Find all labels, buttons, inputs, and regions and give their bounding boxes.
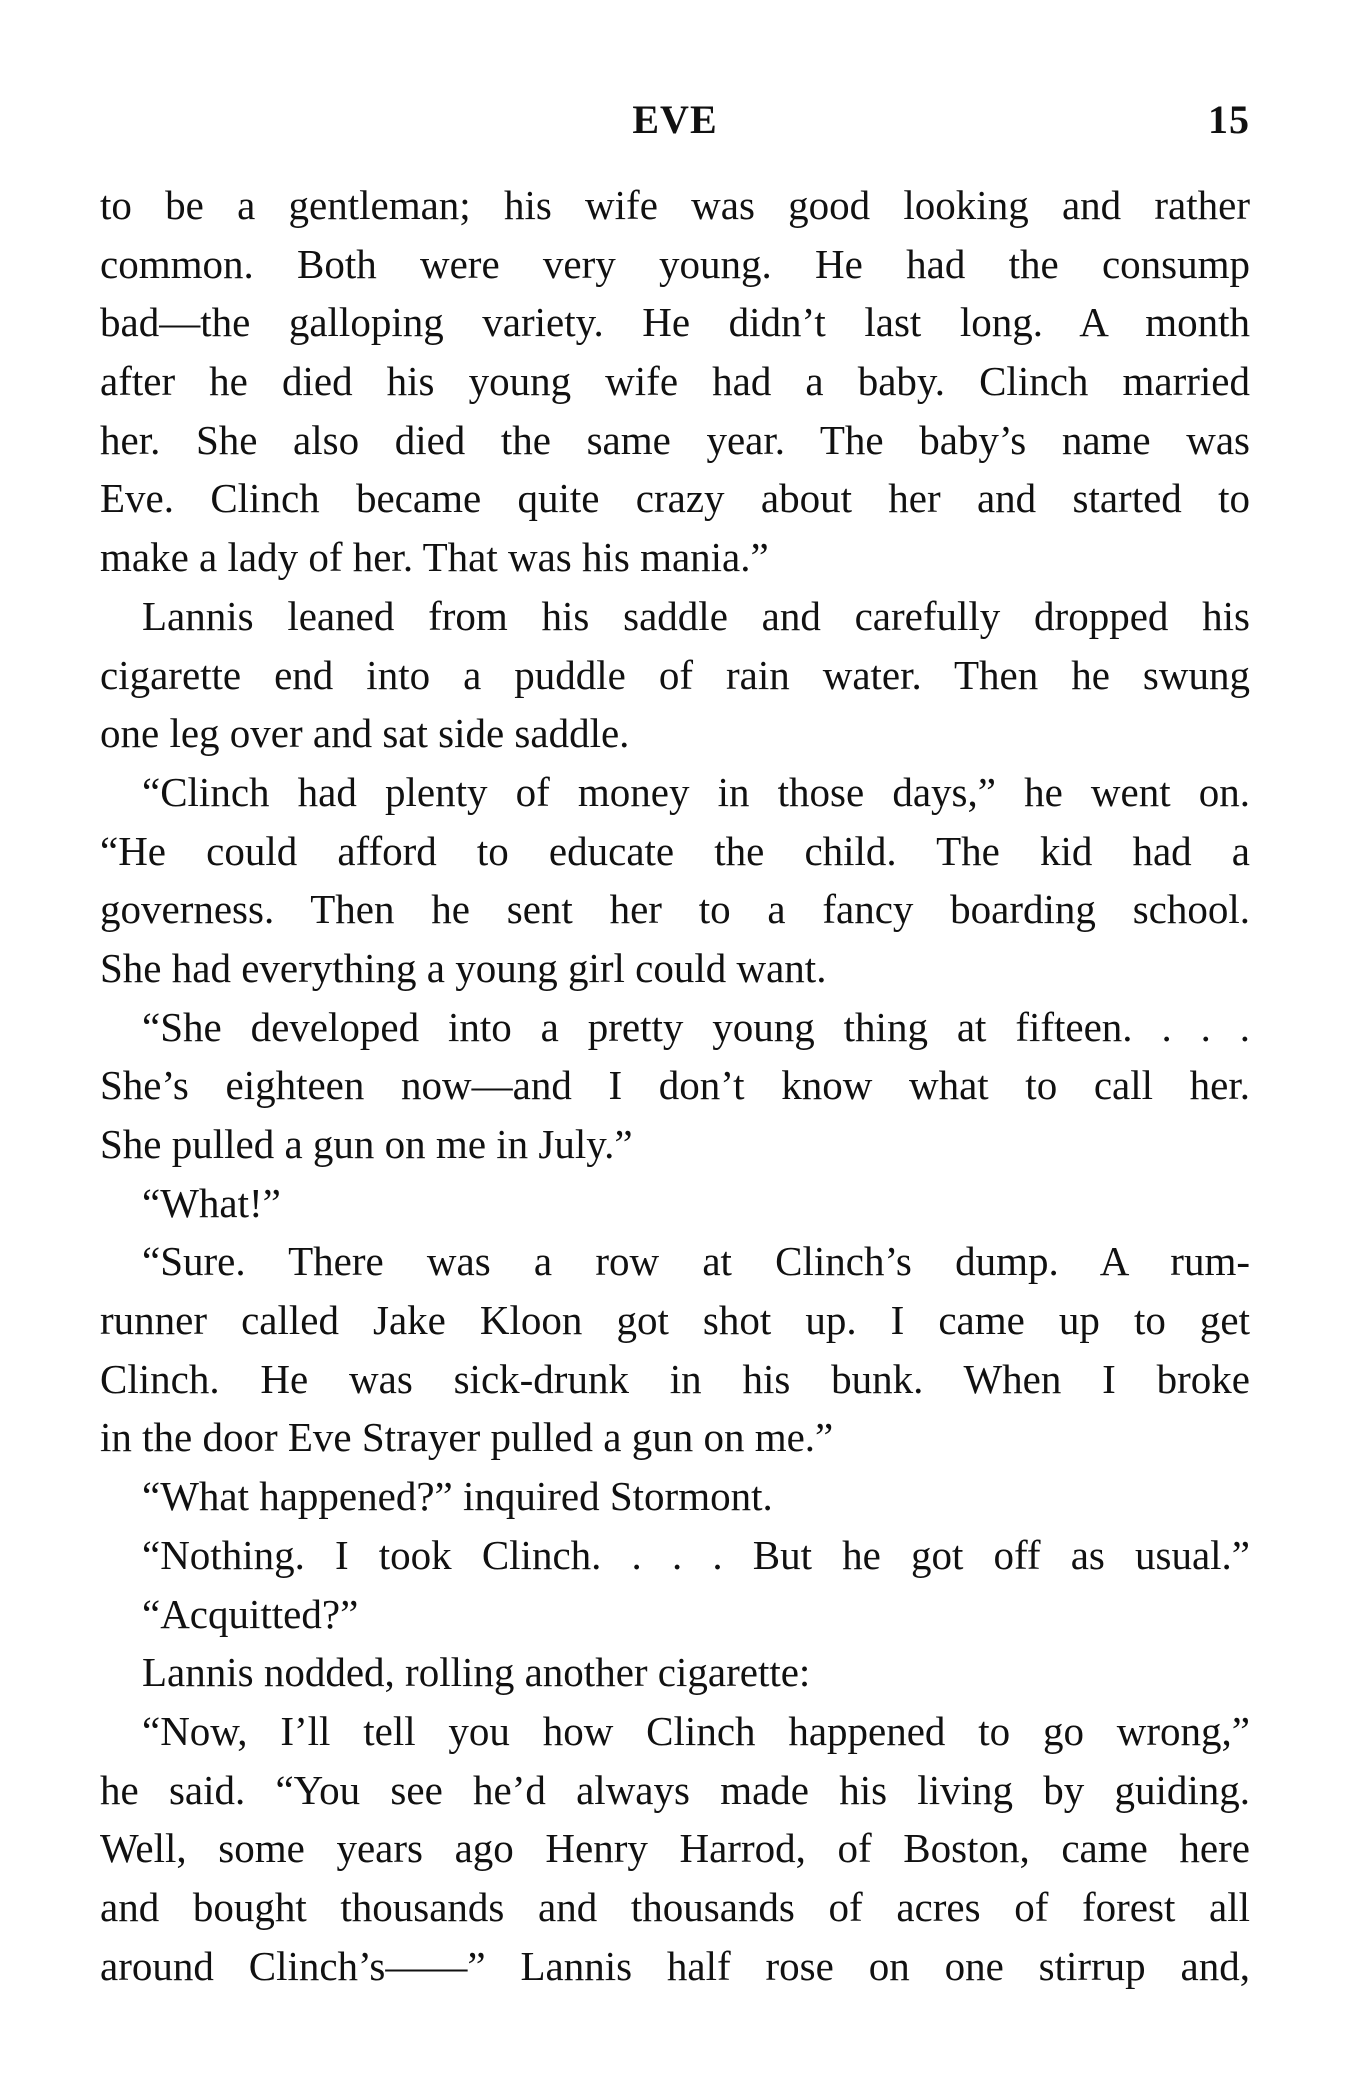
- text-line: her. She also died the same year. The baby’s name was: [100, 416, 1250, 463]
- running-head: [100, 96, 1250, 146]
- text-line: She had everything a young girl could want.: [100, 944, 827, 991]
- text-line: to be a gentleman; his wife was good looking and rather: [100, 182, 1250, 228]
- text-line: “What!”: [142, 1179, 281, 1226]
- text-line: he said. “You see he’d always made his living by guiding.: [100, 1766, 1250, 1813]
- text-line: “Clinch had plenty of money in those days,” he went on.: [142, 768, 1250, 815]
- text-line: Clinch. He was sick-drunk in his bunk. When I broke: [100, 1355, 1250, 1402]
- text-line: “Nothing. I took Clinch. . . . But he got off as usual.”: [142, 1531, 1250, 1578]
- text-line: governess. Then he sent her to a fancy boarding school.: [100, 886, 1250, 933]
- body-text: [100, 176, 1250, 1995]
- text-line: around Clinch’s——” Lannis half rose on one stirrup and,: [100, 1942, 1250, 1989]
- text-line: “What happened?” inquired Stormont.: [142, 1473, 773, 1520]
- text-line: bad—the galloping variety. He didn’t last long. A month: [100, 299, 1250, 346]
- text-line: Well, some years ago Henry Harrod, of Boston, came here: [100, 1825, 1250, 1872]
- text-line: She’s eighteen now—and I don’t know what to call her.: [100, 1062, 1250, 1109]
- text-line: cigarette end into a puddle of rain water. Then he swung: [100, 651, 1250, 698]
- text-line: make a lady of her. That was his mania.”: [100, 534, 769, 581]
- text-line: in the door Eve Strayer pulled a gun on me.”: [100, 1414, 834, 1461]
- text-line: one leg over and sat side saddle.: [100, 710, 630, 757]
- text-line: She pulled a gun on me in July.”: [100, 1121, 633, 1167]
- text-line: and bought thousands and thousands of acres of forest all: [100, 1883, 1250, 1930]
- page-number: 15: [1208, 97, 1250, 142]
- text-line: runner called Jake Kloon got shot up. I came up to get: [100, 1297, 1250, 1344]
- text-line: “Acquitted?”: [142, 1590, 359, 1637]
- text-line: common. Both were very young. He had the consump: [100, 240, 1250, 287]
- text-line: after he died his young wife had a baby. Clinch married: [100, 358, 1250, 405]
- text-line: Lannis leaned from his saddle and carefully dropped his: [142, 592, 1250, 639]
- text-line: “Sure. There was a row at Clinch’s dump. A rum-: [142, 1238, 1250, 1285]
- text-line: “He could afford to educate the child. The kid had a: [100, 827, 1250, 874]
- chapter-title: EVE: [632, 97, 718, 142]
- text-line: “She developed into a pretty young thing at fifteen. . . .: [142, 1003, 1250, 1050]
- text-line: Lannis nodded, rolling another cigarette:: [142, 1649, 811, 1696]
- text-line: “Now, I’ll tell you how Clinch happened to go wrong,”: [142, 1707, 1250, 1754]
- text-line: Eve. Clinch became quite crazy about her and started to: [100, 475, 1250, 522]
